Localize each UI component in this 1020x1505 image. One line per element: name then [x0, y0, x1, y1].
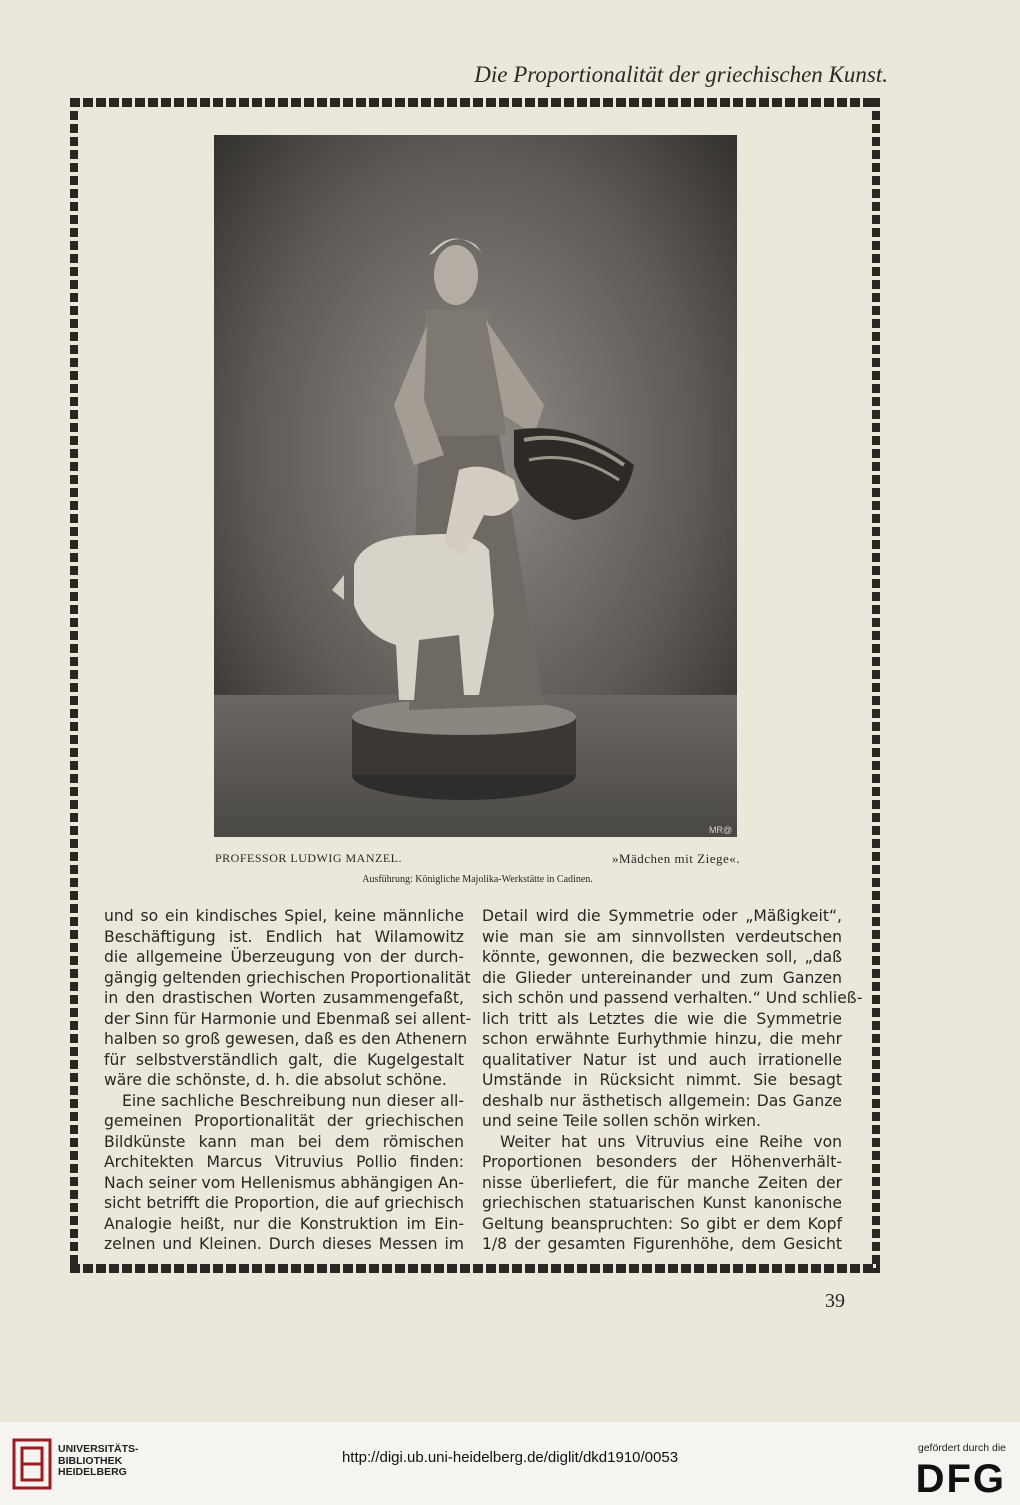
- text-line: deshalb nur ästhetisch allgemein: Das Ganze: [482, 1091, 842, 1110]
- text-line: Bildkünste kann man bei dem römischen: [104, 1132, 464, 1151]
- text-line: und seine Teile sollen schön wirken.: [482, 1112, 761, 1130]
- text-line: der Sinn für Harmonie und Ebenmaß sei allent-: [104, 1009, 472, 1028]
- decorative-border-left: [70, 98, 78, 1273]
- funding-text: gefördert durch die: [917, 1442, 1006, 1454]
- dfg-logo[interactable]: DFG: [915, 1457, 1006, 1501]
- text-line: qualitativer Natur ist und auch irrationelle: [482, 1050, 842, 1069]
- sculpture-photograph: [214, 135, 737, 837]
- text-line: sich schön und passend verhalten.“ Und schließ-: [482, 989, 863, 1007]
- text-line: wie man sie am sinnvollsten verdeutschen: [482, 927, 842, 946]
- text-line: in den drastischen Worten zusammengefaßt,: [104, 989, 464, 1007]
- text-line: gemeinen Proportionalität der griechischen: [104, 1112, 464, 1130]
- text-line: Umstände in Rücksicht nimmt. Sie besagt: [482, 1071, 842, 1089]
- text-line: sicht betrifft die Proportion, die auf griechisch: [104, 1194, 464, 1212]
- text-line: halben so groß gewesen, daß es den Athenern: [104, 1030, 468, 1048]
- text-line: könnte, gewonnen, die bezwecken soll, „daß: [482, 948, 842, 966]
- text-line: Beschäftigung ist. Endlich hat Wilamowitz: [104, 927, 464, 946]
- library-name-line: HEIDELBERG: [58, 1466, 127, 1478]
- text-column-left: [104, 906, 472, 1255]
- text-line: nisse überliefert, die für manche Zeiten der: [482, 1173, 842, 1192]
- text-line: wäre die schönste, d. h. die absolut schöne.: [104, 1071, 447, 1089]
- text-line: Geltung beanspruchten: So gibt er dem Kopf: [482, 1214, 842, 1233]
- text-line: Architekten Marcus Vitruvius Pollio finden:: [104, 1153, 464, 1171]
- text-line: Nach seiner vom Hellenismus abhängigen An-: [104, 1173, 465, 1192]
- text-line: für selbstverständlich galt, die Kugelgestalt: [104, 1050, 464, 1069]
- running-head: Die Proportionalität der griechischen Kunst.: [474, 62, 888, 87]
- page-number: 39: [825, 1290, 845, 1312]
- text-line: Weiter hat uns Vitruvius eine Reihe von: [500, 1132, 842, 1151]
- text-line: und so ein kindisches Spiel, keine männliche: [104, 907, 464, 925]
- text-line: gängig geltenden griechischen Proportionalität: [104, 968, 471, 987]
- caption-artist: PROFESSOR LUDWIG MANZEL.: [215, 851, 403, 865]
- decorative-border-top: [70, 98, 880, 107]
- document-url-link[interactable]: http://digi.ub.uni-heidelberg.de/diglit/dkd1910/0053: [341, 1449, 679, 1466]
- caption-credit: Ausführung: Königliche Majolika-Werkstätte in Cadinen.: [362, 874, 593, 885]
- decorative-border-bottom: [70, 1264, 880, 1273]
- text-line: Proportionen besonders der Höhenverhält-: [482, 1153, 842, 1171]
- text-line: die allgemeine Überzeugung von der durch-: [104, 948, 464, 966]
- text-line: griechischen statuarischen Kunst kanonische: [482, 1194, 842, 1212]
- text-line: die Glieder untereinander und zum Ganzen: [482, 968, 842, 987]
- caption-title: »Mädchen mit Ziege«.: [611, 851, 740, 866]
- text-line: Analogie heißt, nur die Konstruktion im Ein-: [104, 1214, 464, 1233]
- decorative-border-right: [872, 98, 880, 1273]
- text-line: Detail wird die Symmetrie oder „Mäßigkeit“,: [482, 907, 842, 925]
- text-column-right: [482, 906, 863, 1255]
- text-line: lich tritt als Letztes die wie die Symmetrie: [482, 1009, 842, 1028]
- photo-monogram: MR@: [709, 825, 733, 835]
- library-name-line: BIBLIOTHEK: [58, 1454, 123, 1467]
- text-line: 1/8 der gesamten Figurenhöhe, dem Gesicht: [482, 1235, 842, 1253]
- sculpture-illustration: [214, 135, 737, 837]
- text-line: schon erwähnte Eurhythmie hinzu, die mehr: [482, 1030, 842, 1048]
- library-name-line: UNIVERSITÄTS-: [58, 1443, 139, 1455]
- text-line: Eine sachliche Beschreibung nun dieser all-: [122, 1091, 464, 1110]
- text-line: zelnen und Kleinen. Durch dieses Messen im: [104, 1235, 464, 1253]
